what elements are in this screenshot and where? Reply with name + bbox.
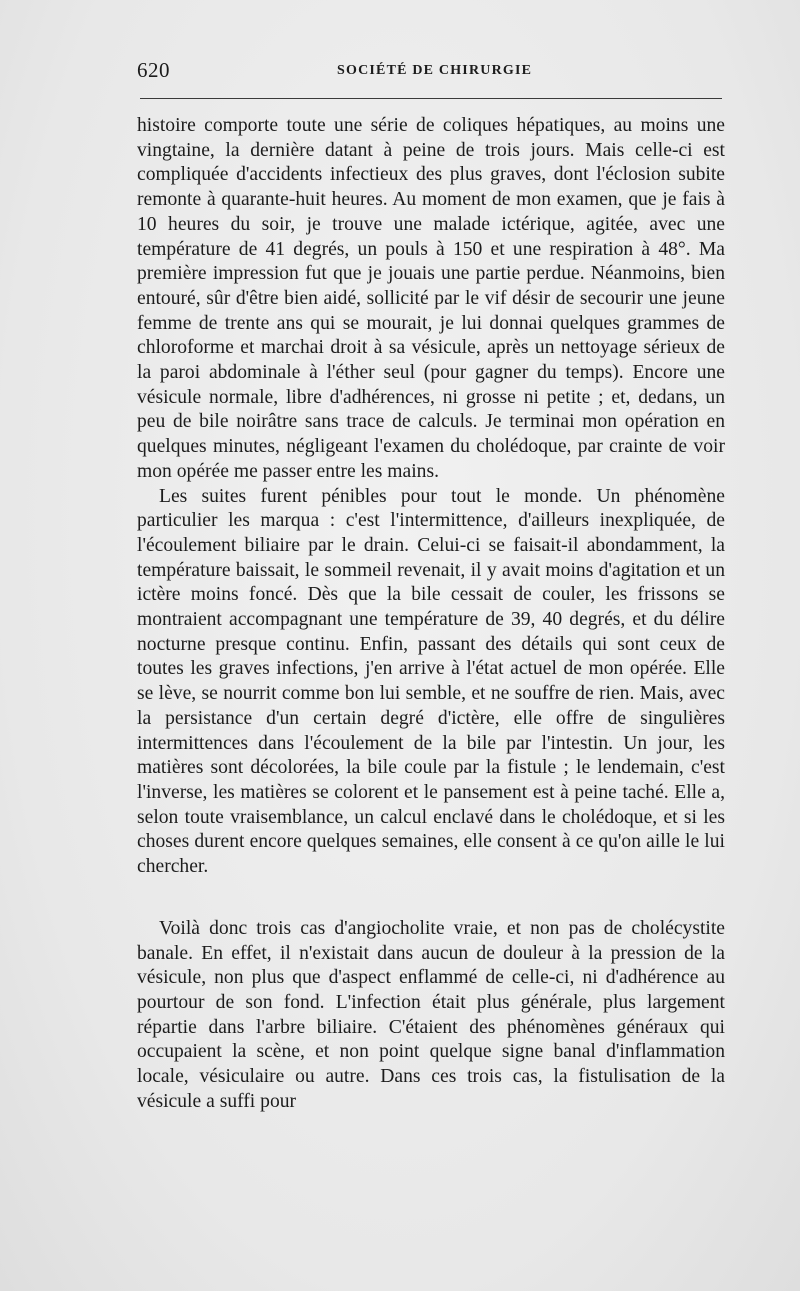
page-number: 620 xyxy=(137,58,170,82)
paragraph-suites: Les suites furent pénibles pour tout le monde. Un phénomène particulier les marqua : c'est l'intermittence, d'ailleurs inexpliquée, de l'écoulement biliaire par le drain. Celui-ci se faisait-il abondamment, la température baissait, le sommeil revenait, il y avait moins d'agitation et un ictère moins foncé. Dès que la bile cessait de couler, les frissons se montraient accompagnant une température de 39, 40 degrés, et du délire nocturne presque continu. Enfin, passant des détails qui sont ceux de toutes les graves infections, j'en arrive à l'état actuel de mon opérée. Elle se lève, se nourrit comme bon lui semble, et ne souffre de rien. Mais, avec la persistance d'un certain degré d'ictère, elle offre de singulières intermittences dans l'écoulement de la bile par l'intestin. Un jour, les matières sont décolorées, la bile coule par la fistule ; le lendemain, c'est l'inverse, les matières se colorent et le pansement est à peine taché. Elle a, selon toute vraisemblance, un calcul enclavé dans le cholédoque, et si les choses durent encore quelques semaines, elle consent à ce qu'on aille le lui chercher. xyxy=(137,485,725,878)
header-rule xyxy=(140,98,722,99)
paragraph-voila: Voilà donc trois cas d'angiocholite vraie, et non pas de cholécystite banale. En effet, il n'existait dans aucun de douleur à la pression de la vésicule, non plus que d'aspect enflammé de celle-ci, ni d'adhérence au pourtour de son fond. L'infection était plus générale, plus largement répartie dans l'arbre biliaire. C'étaient des phénomènes généraux qui occupaient la scène, et non point quelque signe banal d'inflammation locale, vésiculaire ou autre. Dans ces trois cas, la fistulisation de la vésicule a suffi pour xyxy=(137,917,725,1112)
paragraph-gap xyxy=(137,880,725,917)
paragraph-continuation: histoire comporte toute une série de coliques hépatiques, au moins une vingtaine, la dernière datant à peine de trois jours. Mais celle-ci est compliquée d'accidents infectieux des plus graves, dont l'éclosion subite remonte à quarante-huit heures. Au moment de mon examen, que je fais à 10 heures du soir, je trouve une malade ictérique, agitée, avec une température de 41 degrés, un pouls à 150 et une respiration à 48°. Ma première impression fut que je jouais une partie perdue. Néanmoins, bien entouré, sûr d'être bien aidé, sollicité par le vif désir de secourir une jeune femme de trente ans qui se mourait, je lui donnai quelques grammes de chloroforme et marchai droit à sa vésicule, après un nettoyage sérieux de la paroi abdominale à l'éther seul (pour gagner du temps). Encore une vésicule normale, libre d'adhérences, ni grosse ni petite ; et, dedans, un peu de bile noirâtre sans trace de calculs. Je terminai mon opération en quelques minutes, négligeant l'examen du cholédoque, par crainte de voir mon opérée me passer entre les mains. xyxy=(137,115,725,482)
running-head: SOCIÉTÉ DE CHIRURGIE xyxy=(337,63,533,78)
page-header xyxy=(137,56,723,86)
body-text xyxy=(137,114,725,1114)
